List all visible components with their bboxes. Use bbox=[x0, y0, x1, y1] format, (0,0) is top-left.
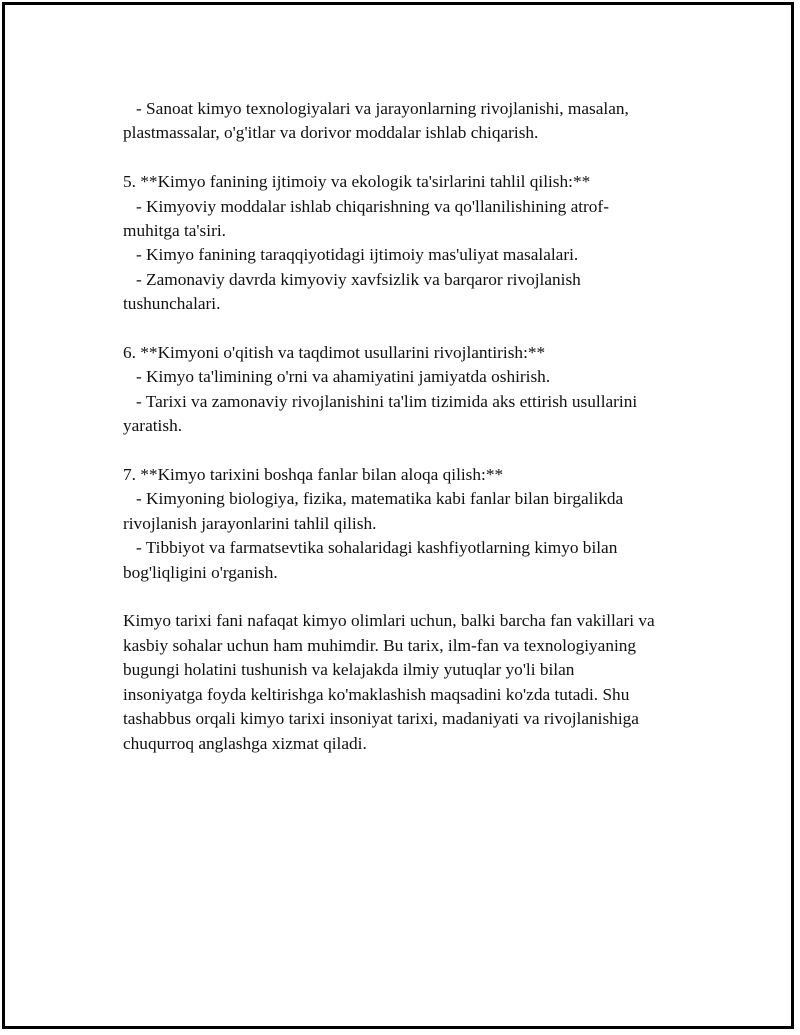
paragraph-gap bbox=[123, 585, 703, 609]
text-line: muhitga ta'siri. bbox=[123, 221, 226, 241]
text-line: - Tibbiyot va farmatsevtika sohalaridagi kashfiyotlarning kimyo bilan bbox=[123, 538, 618, 558]
page-frame bbox=[2, 2, 794, 1029]
paragraph-gap bbox=[123, 317, 703, 341]
text-line: - Kimyoning biologiya, fizika, matematika kabi fanlar bilan birgalikda bbox=[123, 489, 624, 509]
section-4-tail bbox=[123, 97, 703, 146]
text-line: - Tarixi va zamonaviy rivojlanishini ta'lim tizimida aks ettirish usullarini bbox=[123, 391, 638, 411]
section-heading: 7. **Kimyo tarixini boshqa fanlar bilan aloqa qilish:** bbox=[123, 465, 504, 485]
text-line: bog'liqligini o'rganish. bbox=[123, 562, 278, 582]
section-6 bbox=[123, 341, 703, 439]
text-line: insoniyatga foyda keltirishga ko'maklashish maqsadini ko'zda tutadi. Shu bbox=[123, 684, 630, 704]
text-line: - Zamonaviy davrda kimyoviy xavfsizlik va barqaror rivojlanish bbox=[123, 269, 581, 289]
text-line: tushunchalari. bbox=[123, 294, 221, 314]
conclusion-paragraph bbox=[123, 609, 703, 755]
section-heading: 6. **Kimyoni o'qitish va taqdimot usullarini rivojlantirish:** bbox=[123, 343, 546, 363]
text-line: rivojlanish jarayonlarini tahlil qilish. bbox=[123, 513, 377, 533]
text-line: - Kimyo fanining taraqqiyotidagi ijtimoiy mas'uliyat masalalari. bbox=[123, 245, 579, 265]
text-line: chuqurroq anglashga xizmat qiladi. bbox=[123, 733, 367, 753]
text-line: tashabbus orqali kimyo tarixi insoniyat tarixi, madaniyati va rivojlanishiga bbox=[123, 709, 639, 729]
document-body bbox=[123, 97, 703, 756]
text-line: bugungi holatini tushunish va kelajakda ilmiy yutuqlar yo'li bilan bbox=[123, 660, 575, 680]
text-line: Kimyo tarixi fani nafaqat kimyo olimlari uchun, balki barcha fan vakillari va bbox=[123, 611, 655, 631]
text-line: - Sanoat kimyo texnologiyalari va jarayonlarning rivojlanishi, masalan, bbox=[123, 99, 629, 118]
paragraph-gap bbox=[123, 439, 703, 463]
text-line: kasbiy sohalar uchun ham muhimdir. Bu tarix, ilm-fan va texnologiyaning bbox=[123, 635, 637, 655]
section-7 bbox=[123, 463, 703, 585]
text-line: - Kimyo ta'limining o'rni va ahamiyatini jamiyatda oshirish. bbox=[123, 367, 551, 387]
section-5 bbox=[123, 170, 703, 316]
text-line: plastmassalar, o'g'itlar va dorivor moddalar ishlab chiqarish. bbox=[123, 123, 539, 143]
paragraph-gap bbox=[123, 146, 703, 170]
text-line: yaratish. bbox=[123, 416, 183, 436]
text-line: - Kimyoviy moddalar ishlab chiqarishning va qo'llanilishining atrof- bbox=[123, 196, 609, 216]
section-heading: 5. **Kimyo fanining ijtimoiy va ekologik ta'sirlarini tahlil qilish:** bbox=[123, 172, 591, 192]
